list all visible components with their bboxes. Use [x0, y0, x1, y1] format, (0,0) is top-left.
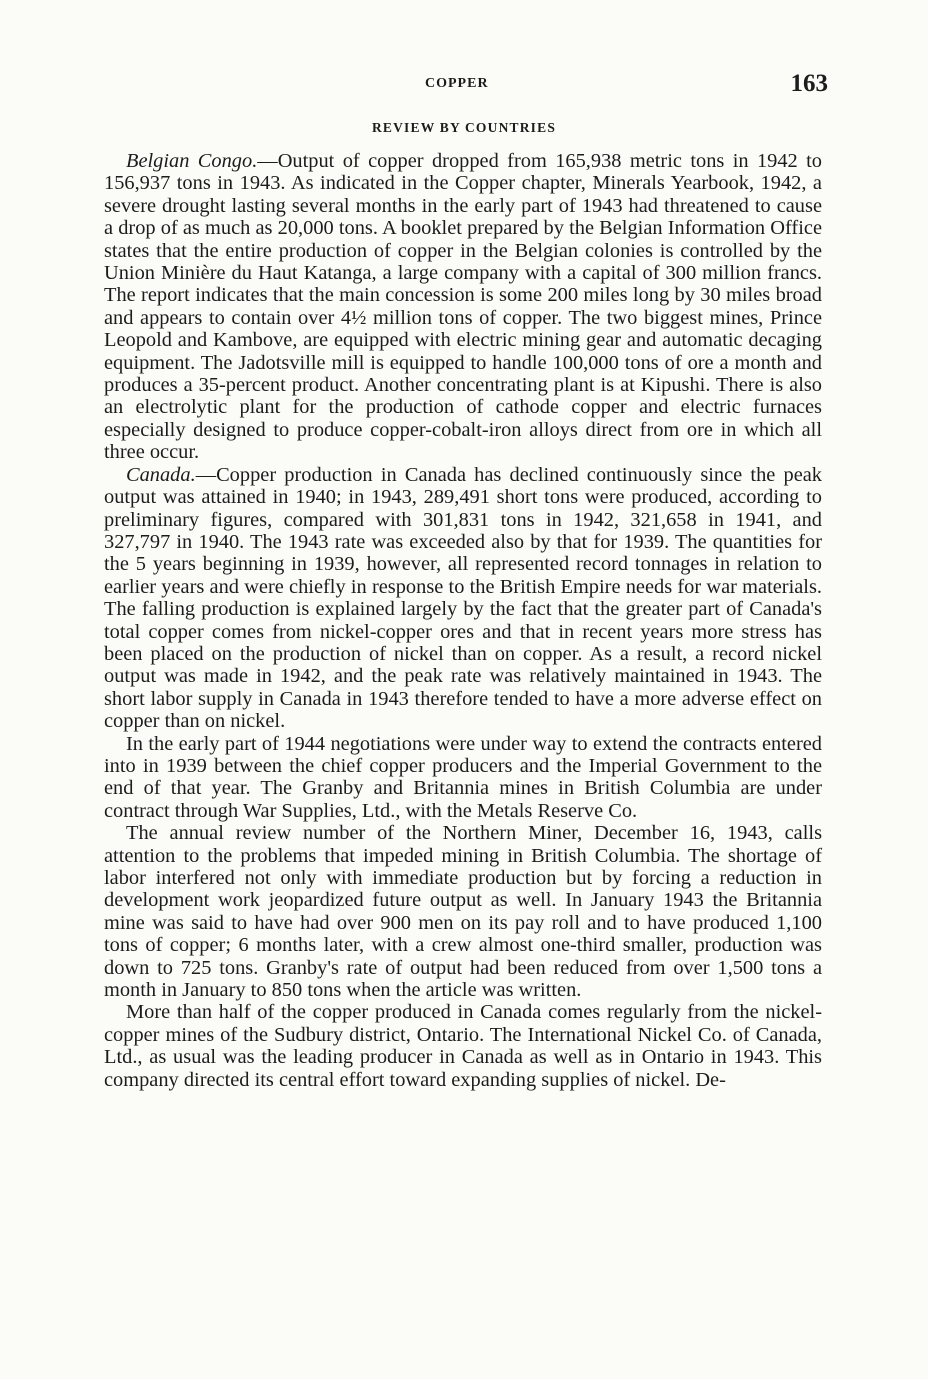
- running-head: [100, 72, 828, 106]
- paragraph-text: —Copper production in Canada has declined continuously since the peak output was attained in 1940; in 1943, 289,491 short tons were produced, according to preliminary figures, compared with 301,831 tons in 1942, 321,658 in 1941, and 327,797 in 1940. The 1943 rate was exceeded also by that for 1939. The quantities for the 5 years beginning in 1939, however, all represented record tonnages in relation to earlier years and were chiefly in response to the British Empire needs for war materials. The falling production is explained largely by the fact that the greater part of Canada's total copper comes from nickel-copper ores and that in recent years more stress has been placed on the production of nickel than on copper. As a result, a record nickel output was made in 1942, and the peak rate was relatively maintained in 1943. The short labor supply in Canada in 1943 therefore tended to have a more adverse effect on copper than on nickel.: [104, 463, 822, 733]
- paragraph-text: In the early part of 1944 negotiations were under way to extend the contracts entered into in 1939 between the chief copper producers and the Imperial Government to the end of that year. The Granby and Britannia mines in British Columbia are under contract through War Supplies, Ltd., with the Metals Reserve Co.: [104, 732, 822, 822]
- body-text: [104, 150, 822, 1091]
- running-title: COPPER: [425, 76, 489, 91]
- paragraph-belgian-congo: [104, 150, 822, 464]
- page-number: 163: [790, 70, 828, 97]
- paragraph-text: The annual review number of the Northern Miner, December 16, 1943, calls attention to the problems that impeded mining in British Columbia. The shortage of labor interfered not only with immediate production but by forcing a reduction in development work jeopardized future output as well. In January 1943 the Britannia mine was said to have had over 900 men on its pay roll and to have produced 1,100 tons of copper; 6 months later, with a crew almost one-third smaller, production was down to 725 tons. Granby's rate of output had been reduced from over 1,500 tons a month in January to 850 tons when the article was written.: [104, 822, 822, 1002]
- paragraph-sudbury: [104, 1001, 822, 1091]
- paragraph-northern-miner: [104, 822, 822, 1001]
- paragraph-text: More than half of the copper produced in Canada comes regularly from the nickel-copper mines of the Sudbury district, Ontario. The International Nickel Co. of Canada, Ltd., as usual was the leading producer in Canada as well as in Ontario in 1943. This company directed its central effort toward expanding supplies of nickel. De-: [104, 1001, 822, 1091]
- paragraph-negotiations: [104, 733, 822, 823]
- section-heading: REVIEW BY COUNTRIES: [371, 120, 557, 135]
- paragraph-canada: [104, 464, 822, 733]
- run-in-heading-belgian-congo: Belgian Congo.: [126, 150, 258, 172]
- run-in-heading-canada: Canada.: [126, 463, 196, 486]
- paragraph-text: —Output of copper dropped from 165,938 metric tons in 1942 to 156,937 tons in 1943. As indicated in the Copper chapter, Minerals Yearbook, 1942, a severe drought lasting several months in the early part of 1943 had threatened to cause a drop of as much as 20,000 tons. A booklet prepared by the Belgian Information Office states that the entire production of copper in the Belgian colonies is controlled by the Union Minière du Haut Katanga, a large company with a capital of 300 million francs. The report indicates that the main concession is some 200 miles long by 30 miles broad and appears to contain over 4½ million tons of copper. The two biggest mines, Prince Leopold and Kambove, are equipped with electric mining gear and automatic decaging equipment. The Jadotsville mill is equipped to handle 100,000 tons of ore a month and produces a 35-percent product. Another concentrating plant is at Kipushi. There is also an electrolytic plant for the production of cathode copper and electric furnaces especially designed to produce copper-cobalt-iron alloys direct from ore in which all three occur.: [104, 150, 822, 464]
